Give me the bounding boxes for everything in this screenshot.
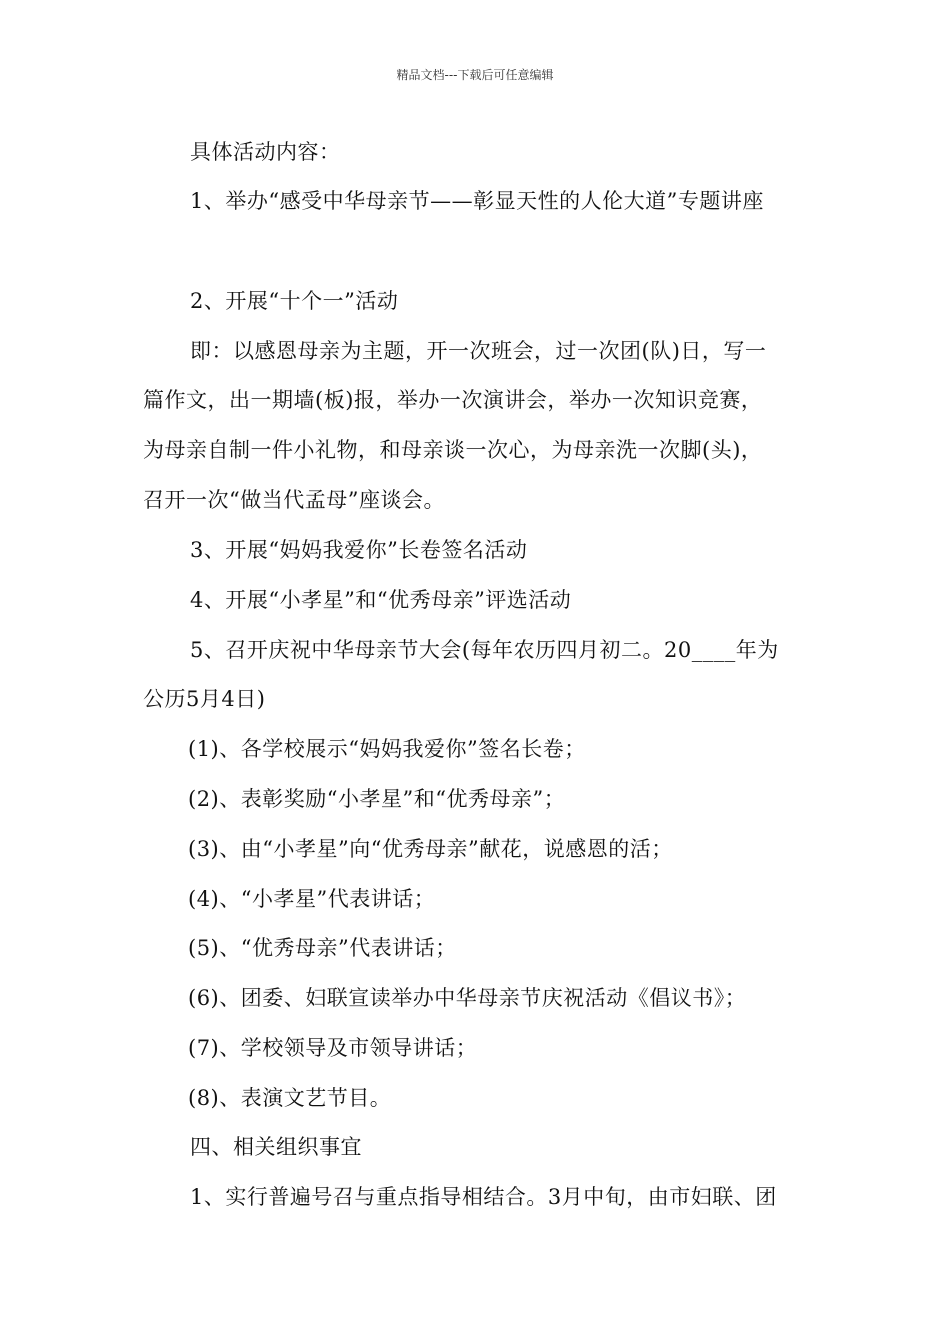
- org-item-1: 1、实行普遍号召与重点指导相结合。3月中旬，由市妇联、团: [190, 1185, 777, 1209]
- item-5-conference: 5、召开庆祝中华母亲节大会(每年农历四月初二。20____年为: [190, 638, 779, 662]
- sub-item-7: (7)、学校领导及市领导讲话；: [188, 1036, 478, 1060]
- section-heading-organization: 四、相关组织事宜: [190, 1135, 362, 1159]
- sub-item-5: (5)、“优秀母亲”代表讲话；: [188, 936, 457, 960]
- item-5-continuation: 公历5月4日): [143, 687, 266, 711]
- item-3-signature: 3、开展“妈妈我爱你”长卷签名活动: [190, 538, 528, 562]
- item-1-lecture: 1、举办“感受中华母亲节——彰显天性的人伦大道”专题讲座: [190, 189, 764, 213]
- sub-item-2: (2)、表彰奖励“小孝星”和“优秀母亲”；: [188, 787, 566, 811]
- sub-item-1: (1)、各学校展示“妈妈我爱你”签名长卷；: [188, 737, 586, 761]
- sub-item-3: (3)、由“小孝星”向“优秀母亲”献花，说感恩的活；: [188, 837, 673, 861]
- sub-item-8: (8)、表演文艺节目。: [188, 1086, 392, 1110]
- page-header: 精品文档---下载后可任意编辑: [396, 68, 554, 82]
- paragraph-line-4: 召开一次“做当代孟母”座谈会。: [143, 488, 445, 512]
- paragraph-line-1: 即：以感恩母亲为主题，开一次班会，过一次团(队)日，写一: [190, 339, 767, 363]
- sub-item-4: (4)、“小孝星”代表讲话；: [188, 887, 436, 911]
- sub-item-6: (6)、团委、妇联宣读举办中华母亲节庆祝活动《倡议书》；: [188, 986, 747, 1010]
- paragraph-line-3: 为母亲自制一件小礼物，和母亲谈一次心，为母亲洗一次脚(头)，: [143, 438, 763, 462]
- section-heading-activity-content: 具体活动内容：: [190, 140, 341, 164]
- item-2-ten-ones: 2、开展“十个一”活动: [190, 289, 399, 313]
- paragraph-line-2: 篇作文，出一期墙(板)报，举办一次演讲会，举办一次知识竞赛，: [143, 388, 763, 412]
- item-4-selection: 4、开展“小孝星”和“优秀母亲”评选活动: [190, 588, 572, 612]
